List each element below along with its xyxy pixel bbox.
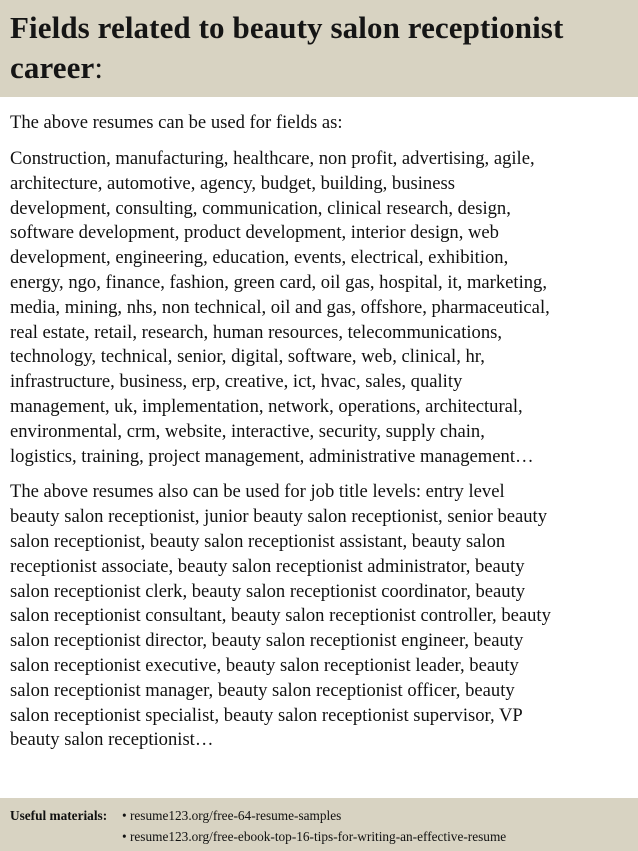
fields-line: media, mining, nhs, non technical, oil and gas, offshore, pharmaceutical,	[10, 296, 550, 318]
job-levels-line: salon receptionist director, beauty salon receptionist engineer, beauty	[10, 630, 524, 652]
useful-materials-label	[10, 805, 122, 826]
fields-line: environmental, crm, website, interactive, security, supply chain,	[10, 420, 485, 442]
fields-line: Construction, manufacturing, healthcare, non profit, advertising, agile,	[10, 148, 535, 169]
fields-line: energy, ngo, finance, fashion, green card, oil gas, hospital, it, marketing,	[10, 271, 547, 293]
page-title-colon: :	[94, 50, 104, 85]
job-levels-line: beauty salon receptionist, junior beauty salon receptionist, senior beauty	[10, 506, 548, 528]
title-banner	[0, 0, 638, 97]
job-levels-line: salon receptionist consultant, beauty salon receptionist controller, beauty	[10, 605, 551, 627]
fields-line: logistics, training, project management, administrative management…	[10, 445, 534, 467]
fields-line: development, engineering, education, events, electrical, exhibition,	[10, 247, 509, 269]
fields-line: architecture, automotive, agency, budget, building, business	[10, 172, 455, 194]
footer-row	[10, 805, 628, 826]
fields-line: real estate, retail, research, human resources, telecommunications,	[10, 321, 502, 343]
job-levels-paragraph	[10, 480, 630, 753]
job-levels-line: salon receptionist specialist, beauty salon receptionist supervisor, VP	[10, 704, 523, 726]
job-levels-line: salon receptionist manager, beauty salon receptionist officer, beauty	[10, 679, 515, 701]
fields-line: development, consulting, communication, clinical research, design,	[10, 197, 511, 219]
resource-link[interactable]: • resume123.org/free-64-resume-samples	[122, 808, 342, 823]
fields-paragraph	[10, 147, 630, 469]
fields-line: management, uk, implementation, network, operations, architectural,	[10, 395, 523, 417]
page-title	[10, 8, 628, 88]
main-content	[10, 110, 630, 764]
footer-label-spacer	[10, 826, 122, 847]
fields-line: infrastructure, business, erp, creative, ict, hvac, sales, quality	[10, 371, 463, 393]
footer-row	[10, 826, 628, 847]
job-levels-line: beauty salon receptionist…	[10, 729, 214, 751]
job-levels-line: salon receptionist clerk, beauty salon receptionist coordinator, beauty	[10, 580, 526, 602]
job-levels-line: The above resumes also can be used for job title levels: entry level	[10, 481, 505, 503]
job-levels-line: salon receptionist executive, beauty salon receptionist leader, beauty	[10, 654, 519, 676]
useful-materials-label-colon: :	[102, 808, 108, 823]
page-title-text: Fields related to beauty salon receptionist career	[10, 10, 564, 85]
fields-line: software development, product development, interior design, web	[10, 222, 499, 244]
job-levels-line: receptionist associate, beauty salon receptionist administrator, beauty	[10, 555, 525, 577]
resource-link[interactable]: • resume123.org/free-ebook-top-16-tips-for-writing-an-effective-resume	[122, 829, 507, 844]
fields-line: technology, technical, senior, digital, software, web, clinical, hr,	[10, 346, 485, 368]
job-levels-line: salon receptionist, beauty salon receptionist assistant, beauty salon	[10, 530, 506, 552]
useful-materials-footer	[0, 798, 638, 851]
intro-text: The above resumes can be used for fields as:	[10, 112, 343, 133]
useful-materials-label-text: Useful materials	[10, 808, 103, 823]
